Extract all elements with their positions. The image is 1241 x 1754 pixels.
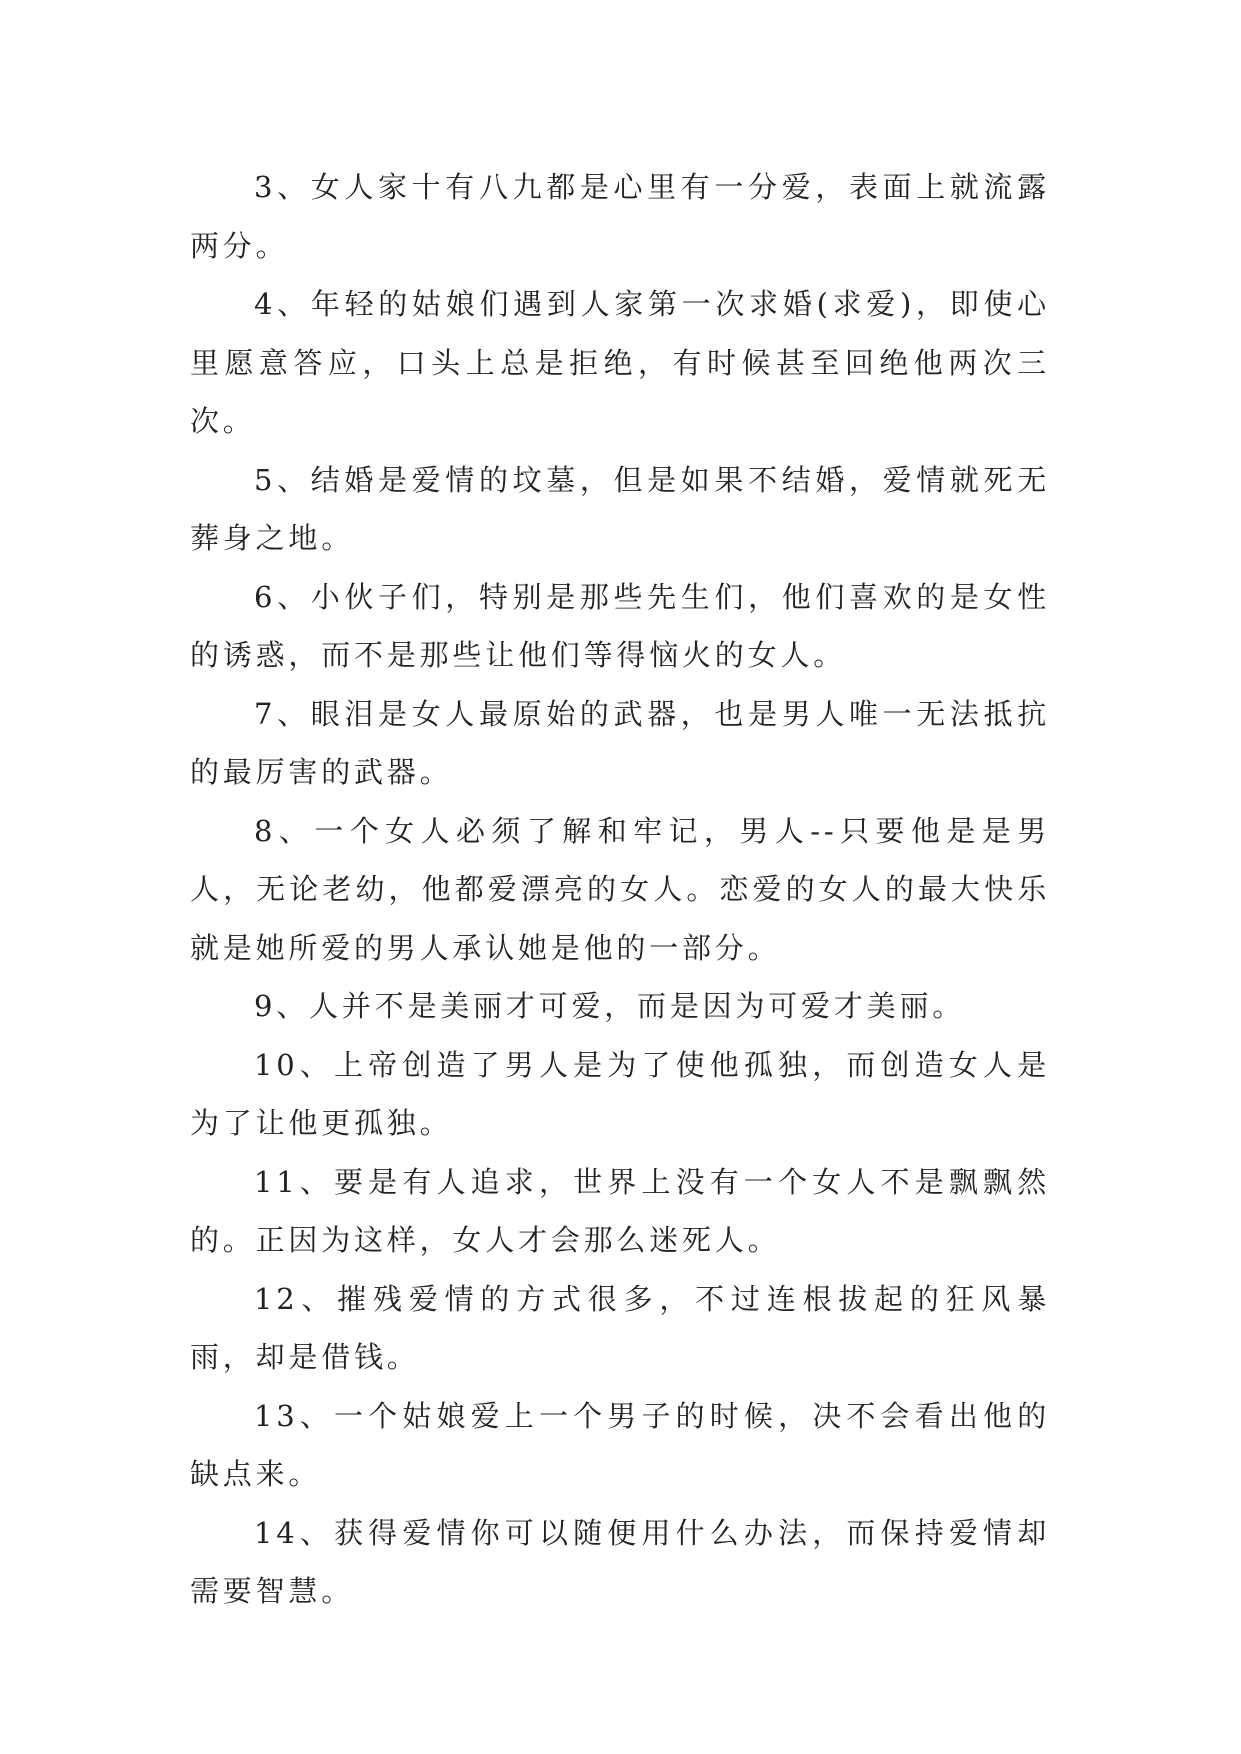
paragraph-quote-11: 11、要是有人追求，世界上没有一个女人不是飘飘然的。正因为这样，女人才会那么迷死人。 <box>190 1164 1050 1257</box>
paragraph-quote-13: 13、一个姑娘爱上一个男子的时候，决不会看出他的缺点来。 <box>190 1398 1050 1491</box>
paragraph-quote-14: 14、获得爱情你可以随便用什么办法，而保持爱情却需要智慧。 <box>190 1515 1050 1608</box>
paragraph-quote-10: 10、上帝创造了男人是为了使他孤独，而创造女人是为了让他更孤独。 <box>190 1047 1050 1140</box>
paragraph-quote-8: 8、一个女人必须了解和牢记，男人--只要他是是男人，无论老幼，他都爱漂亮的女人。恋爱的女人的最大快乐就是她所爱的男人承认她是他的一部分。 <box>190 813 1050 965</box>
document-body <box>190 158 1050 1621</box>
paragraph-quote-9: 9、人并不是美丽才可爱，而是因为可爱才美丽。 <box>254 989 966 1023</box>
paragraph-quote-4: 4、年轻的姑娘们遇到人家第一次求婚(求爱)，即使心里愿意答应，口头上总是拒绝，有时候甚至回绝他两次三次。 <box>190 287 1050 438</box>
paragraph-quote-7: 7、眼泪是女人最原始的武器，也是男人唯一无法抵抗的最厉害的武器。 <box>190 696 1050 789</box>
paragraph-quote-12: 12、摧残爱情的方式很多，不过连根拔起的狂风暴雨，却是借钱。 <box>190 1281 1050 1374</box>
paragraph-quote-3: 3、女人家十有八九都是心里有一分爱，表面上就流露两分。 <box>190 170 1050 263</box>
paragraph-quote-6: 6、小伙子们，特别是那些先生们，他们喜欢的是女性的诱惑，而不是那些让他们等得恼火的女人。 <box>190 579 1050 672</box>
paragraph-quote-5: 5、结婚是爱情的坟墓，但是如果不结婚，爱情就死无葬身之地。 <box>190 462 1050 555</box>
